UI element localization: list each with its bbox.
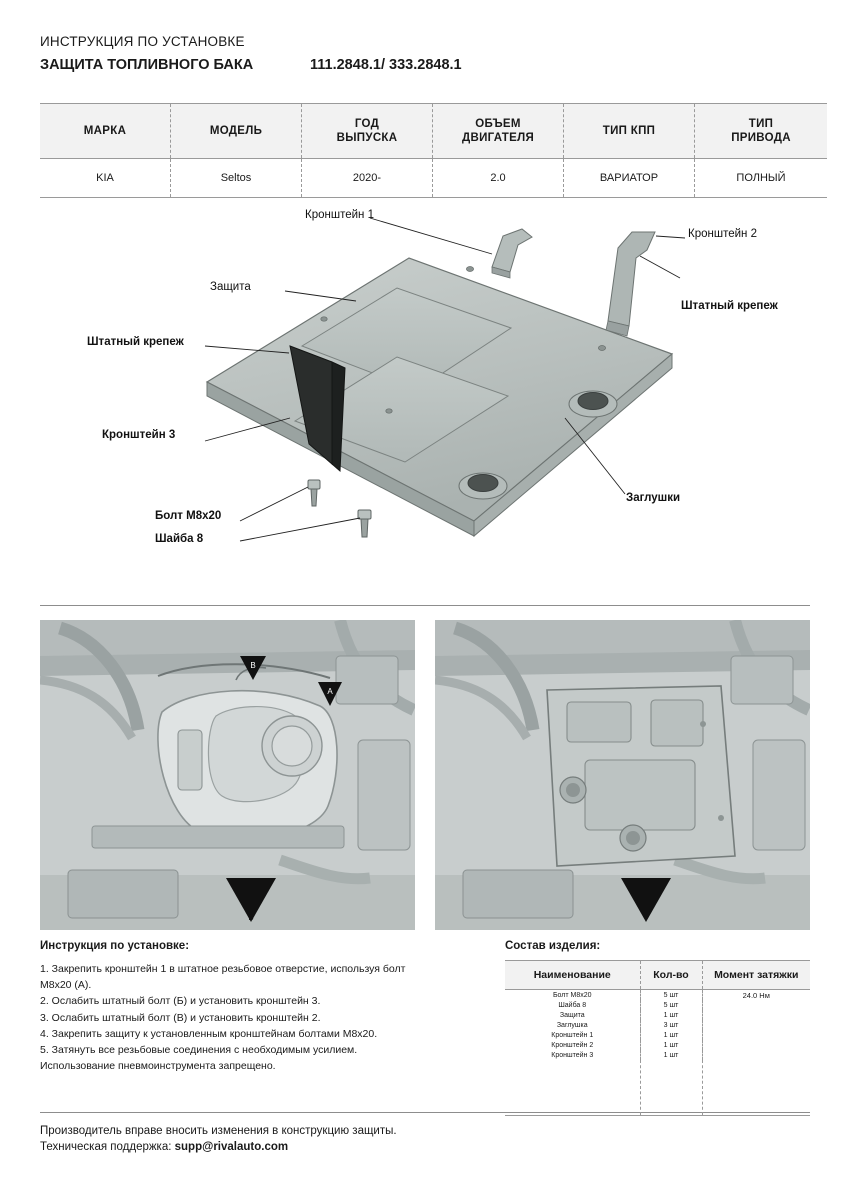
spec-value-brand: KIA — [40, 159, 171, 198]
parts-table — [505, 960, 810, 1116]
spec-header-drive: ТИП ПРИВОДА — [695, 104, 828, 159]
instructions-title: Инструкция по установке: — [40, 940, 190, 952]
photo-after-installation — [435, 620, 810, 930]
part-torque — [702, 1050, 810, 1060]
parts-row — [505, 990, 810, 1001]
instruction-step: Использование пневмоинструмента запрещено. — [40, 1060, 276, 1073]
page-title: ЗАЩИТА ТОПЛИВНОГО БАКА — [40, 57, 254, 73]
label-bracket-1: Кронштейн 1 — [305, 209, 374, 221]
spec-header-year: ГОД ВЫПУСКА — [302, 104, 433, 159]
part-name: Кронштейн 3 — [505, 1050, 640, 1060]
installation-instructions — [40, 940, 490, 1075]
instruction-step: 3. Ослабить штатный болт (В) и установить кронштейн 2. — [40, 1011, 321, 1024]
parts-header-torque: Момент затяжки — [702, 961, 810, 990]
spec-value-drive: ПОЛНЫЙ — [695, 159, 828, 198]
part-torque: 24.0 Нм — [742, 990, 770, 1000]
parts-row — [505, 1040, 810, 1050]
part-name: Защита — [505, 1010, 640, 1020]
photo-right-svg — [435, 620, 810, 930]
support-email[interactable]: supp@rivalauto.com — [174, 1141, 289, 1153]
parts-title: Состав изделия: — [505, 940, 601, 952]
instruction-step: M8x20 (А). — [40, 979, 92, 992]
part-qty: 5 шт — [640, 1000, 702, 1010]
part-qty: 1 шт — [640, 1040, 702, 1050]
spec-value-engine: 2.0 — [433, 159, 564, 198]
parts-header-qty: Кол-во — [640, 961, 702, 990]
part-name: Кронштейн 1 — [505, 1030, 640, 1040]
instruction-step: 4. Закрепить защиту к установленным кронштейнам болтами M8x20. — [40, 1027, 378, 1040]
exploded-diagram — [40, 196, 810, 596]
parts-row — [505, 1050, 810, 1060]
part-torque — [702, 1030, 810, 1040]
svg-text:Б: Б — [248, 913, 254, 922]
spec-value-model: Seltos — [171, 159, 302, 198]
parts-row — [505, 1030, 810, 1040]
spec-table-row — [40, 159, 827, 198]
part-name: Болт M8x20 — [505, 990, 640, 1001]
label-bracket-3: Кронштейн 3 — [102, 429, 176, 441]
part-torque — [702, 1010, 810, 1020]
part-torque — [702, 1020, 810, 1030]
parts-row — [505, 1020, 810, 1030]
footer-support — [40, 1141, 810, 1153]
label-washer: Шайба 8 — [155, 533, 204, 545]
part-torque — [702, 1040, 810, 1050]
parts-header-row — [505, 961, 810, 990]
header-subtitle: ИНСТРУКЦИЯ ПО УСТАНОВКЕ — [40, 34, 245, 49]
part-qty: 1 шт — [640, 1030, 702, 1040]
parts-row — [505, 1010, 810, 1020]
part-qty: 5 шт — [640, 990, 702, 1001]
parts-list — [505, 940, 810, 1116]
photo-left-svg — [40, 620, 415, 930]
document-header — [40, 34, 810, 73]
photo-before-installation — [40, 620, 415, 930]
part-name: Шайба 8 — [505, 1000, 640, 1010]
svg-text:В: В — [250, 661, 256, 670]
parts-row — [505, 1000, 810, 1010]
product-codes: 111.2848.1/ 333.2848.1 — [310, 57, 462, 73]
spec-table-header-row — [40, 104, 827, 159]
part-name: Заглушка — [505, 1020, 640, 1030]
label-bracket-2: Кронштейн 2 — [688, 228, 757, 240]
parts-table-filler — [505, 1060, 810, 1116]
bolt-hardware — [308, 480, 371, 537]
spec-header-transmission: ТИП КПП — [564, 104, 695, 159]
parts-header-name: Наименование — [505, 961, 640, 990]
svg-text:А: А — [327, 687, 333, 696]
label-bolt: Болт M8x20 — [155, 510, 222, 522]
part-qty: 1 шт — [640, 1050, 702, 1060]
instruction-step: 5. Затянуть все резьбовые соединения с необходимым усилием. — [40, 1043, 358, 1056]
spec-value-transmission: ВАРИАТОР — [564, 159, 695, 198]
label-stock-fastener-right: Штатный крепеж — [681, 300, 778, 312]
instruction-step: 1. Закрепить кронштейн 1 в штатное резьбовое отверстие, используя болт — [40, 963, 406, 975]
part-qty: 1 шт — [640, 1010, 702, 1020]
document-footer — [40, 1125, 810, 1157]
bracket-1 — [492, 229, 532, 278]
spec-header-engine: ОБЪЕМ ДВИГАТЕЛЯ — [433, 104, 564, 159]
divider-top — [40, 605, 810, 606]
spec-header-brand: МАРКА — [40, 104, 171, 159]
spec-value-year: 2020- — [302, 159, 433, 198]
support-label: Техническая поддержка: — [40, 1141, 175, 1153]
part-torque — [702, 1000, 810, 1010]
vehicle-spec-table — [40, 103, 827, 198]
label-shield: Защита — [210, 281, 251, 293]
spec-header-model: МОДЕЛЬ — [171, 104, 302, 159]
installed-shield — [547, 686, 735, 866]
instruction-step: 2. Ослабить штатный болт (Б) и установить кронштейн 3. — [40, 995, 321, 1008]
bracket-2 — [606, 232, 655, 336]
footer-note: Производитель вправе вносить изменения в конструкцию защиты. — [40, 1125, 397, 1137]
label-plugs: Заглушки — [626, 492, 681, 504]
label-stock-fastener-left: Штатный крепеж — [87, 336, 184, 348]
part-name: Кронштейн 2 — [505, 1040, 640, 1050]
part-qty: 3 шт — [640, 1020, 702, 1030]
photo-row — [40, 620, 810, 930]
